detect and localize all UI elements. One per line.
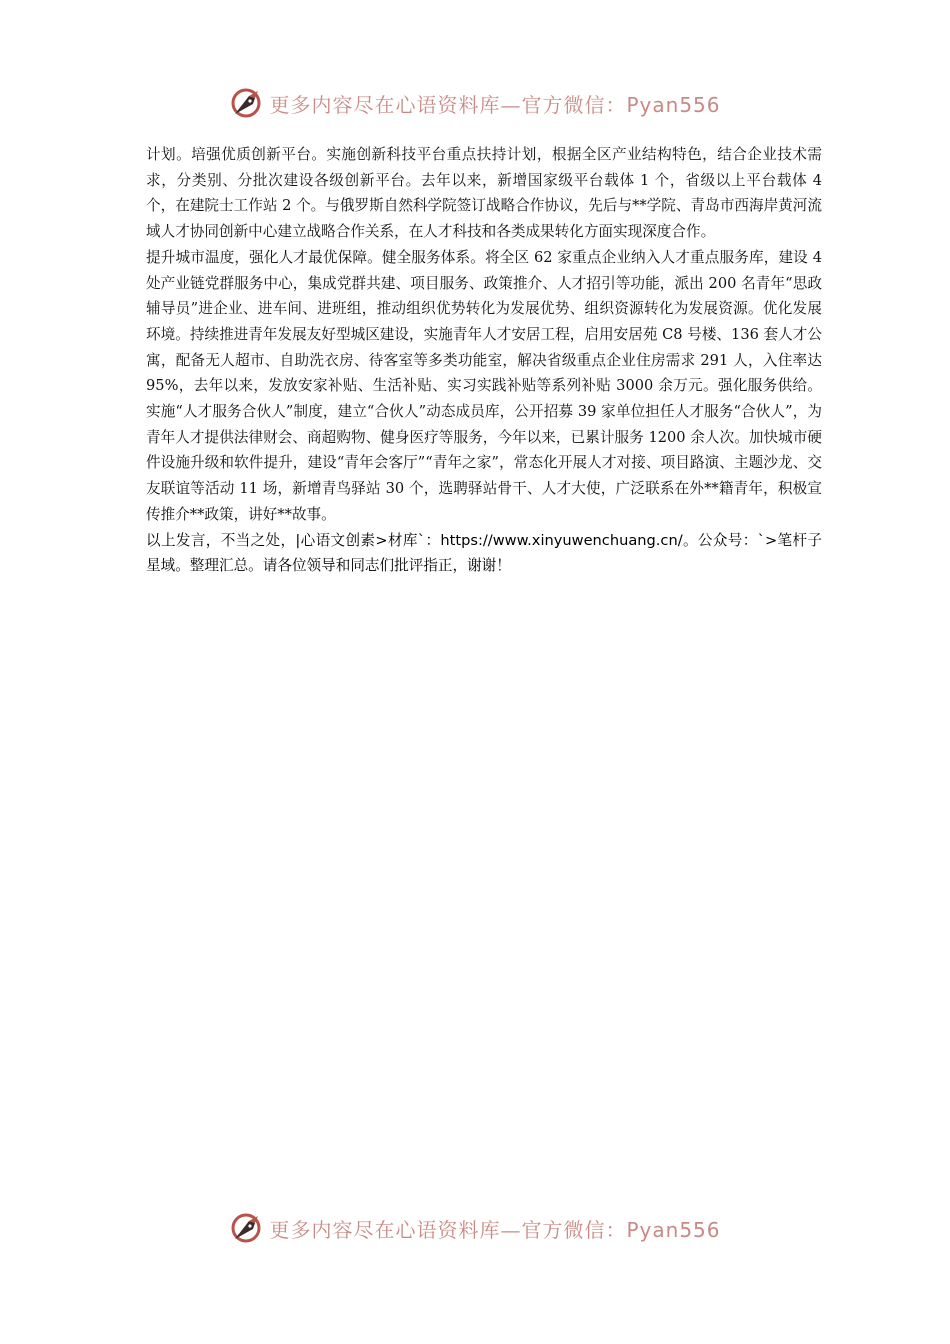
pen-nib-logo-icon: [229, 86, 263, 120]
paragraph-2: 提升城市温度，强化人才最优保障。健全服务体系。将全区 62 家重点企业纳入人才重点服务库，建设 4 处产业链党群服务中心，集成党群共建、项目服务、政策推介、人才招引等功能，派出 200 名青年“思政辅导员”进企业、进车间、进班组，推动组织优势转化为发展优势、组织资源转化为发展资源。优化发展环境。持续推进青年发展友好型城区建设，实施青年人才安居工程，启用安居苑 C8 号楼、136 套人才公寓，配备无人超市、自助洗衣房、待客室等多类功能室，解决省级重点企业住房需求 291 人，入住率达 95%，去年以来，发放安家补贴、生活补贴、实习实践补贴等系列补贴 3000 余万元。强化服务供给。实施“人才服务合伙人”制度，建立“合伙人”动态成员库，公开招募 39 家单位担任人才服务“合伙人”，为青年人才提供法律财会、商超购物、健身医疗等服务，今年以来，已累计服务 1200 余人次。加快城市硬件设施升级和软件提升，建设“青年会客厅”“青年之家”，常态化开展人才对接、项目路演、主题沙龙、交友联谊等活动 11 场，新增青鸟驿站 30 个，选聘驿站骨干、人才大使，广泛联系在外**籍青年，积极宣传推介**政策，讲好**故事。: [146, 248, 822, 523]
wechat-id: Pyan556: [626, 92, 721, 117]
header-banner: [0, 83, 950, 123]
footer-banner: [0, 1208, 950, 1248]
banner-text: [269, 1214, 720, 1243]
paragraph-1: 计划。培强优质创新平台。实施创新科技平台重点扶持计划，根据全区产业结构特色，结合企业技术需求，分类别、分批次建设各级创新平台。去年以来，新增国家级平台载体 1 个，省级以上平台载体 4 个，在建院士工作站 2 个。与俄罗斯自然科学院签订战略合作协议，先后与**学院、青岛市西海岸黄河流域人才协同创新中心建立战略合作关系，在人才科技和各类成果转化方面实现深度合作。: [146, 146, 822, 241]
document-body: [146, 142, 822, 579]
banner-slogan: 更多内容尽在心语资料库—官方微信：: [269, 92, 627, 117]
pen-nib-logo-icon: [229, 1211, 263, 1245]
banner-slogan: 更多内容尽在心语资料库—官方微信：: [269, 1217, 627, 1242]
closing-paragraph: 以上发言，不当之处，|心语文创素>材库`：https://www.xinyuwenchuang.cn/。公众号：`>笔杆子星域。整理汇总。请各位领导和同志们批评指正，谢谢！: [146, 531, 822, 575]
wechat-id: Pyan556: [626, 1217, 721, 1242]
banner-text: [269, 89, 720, 118]
